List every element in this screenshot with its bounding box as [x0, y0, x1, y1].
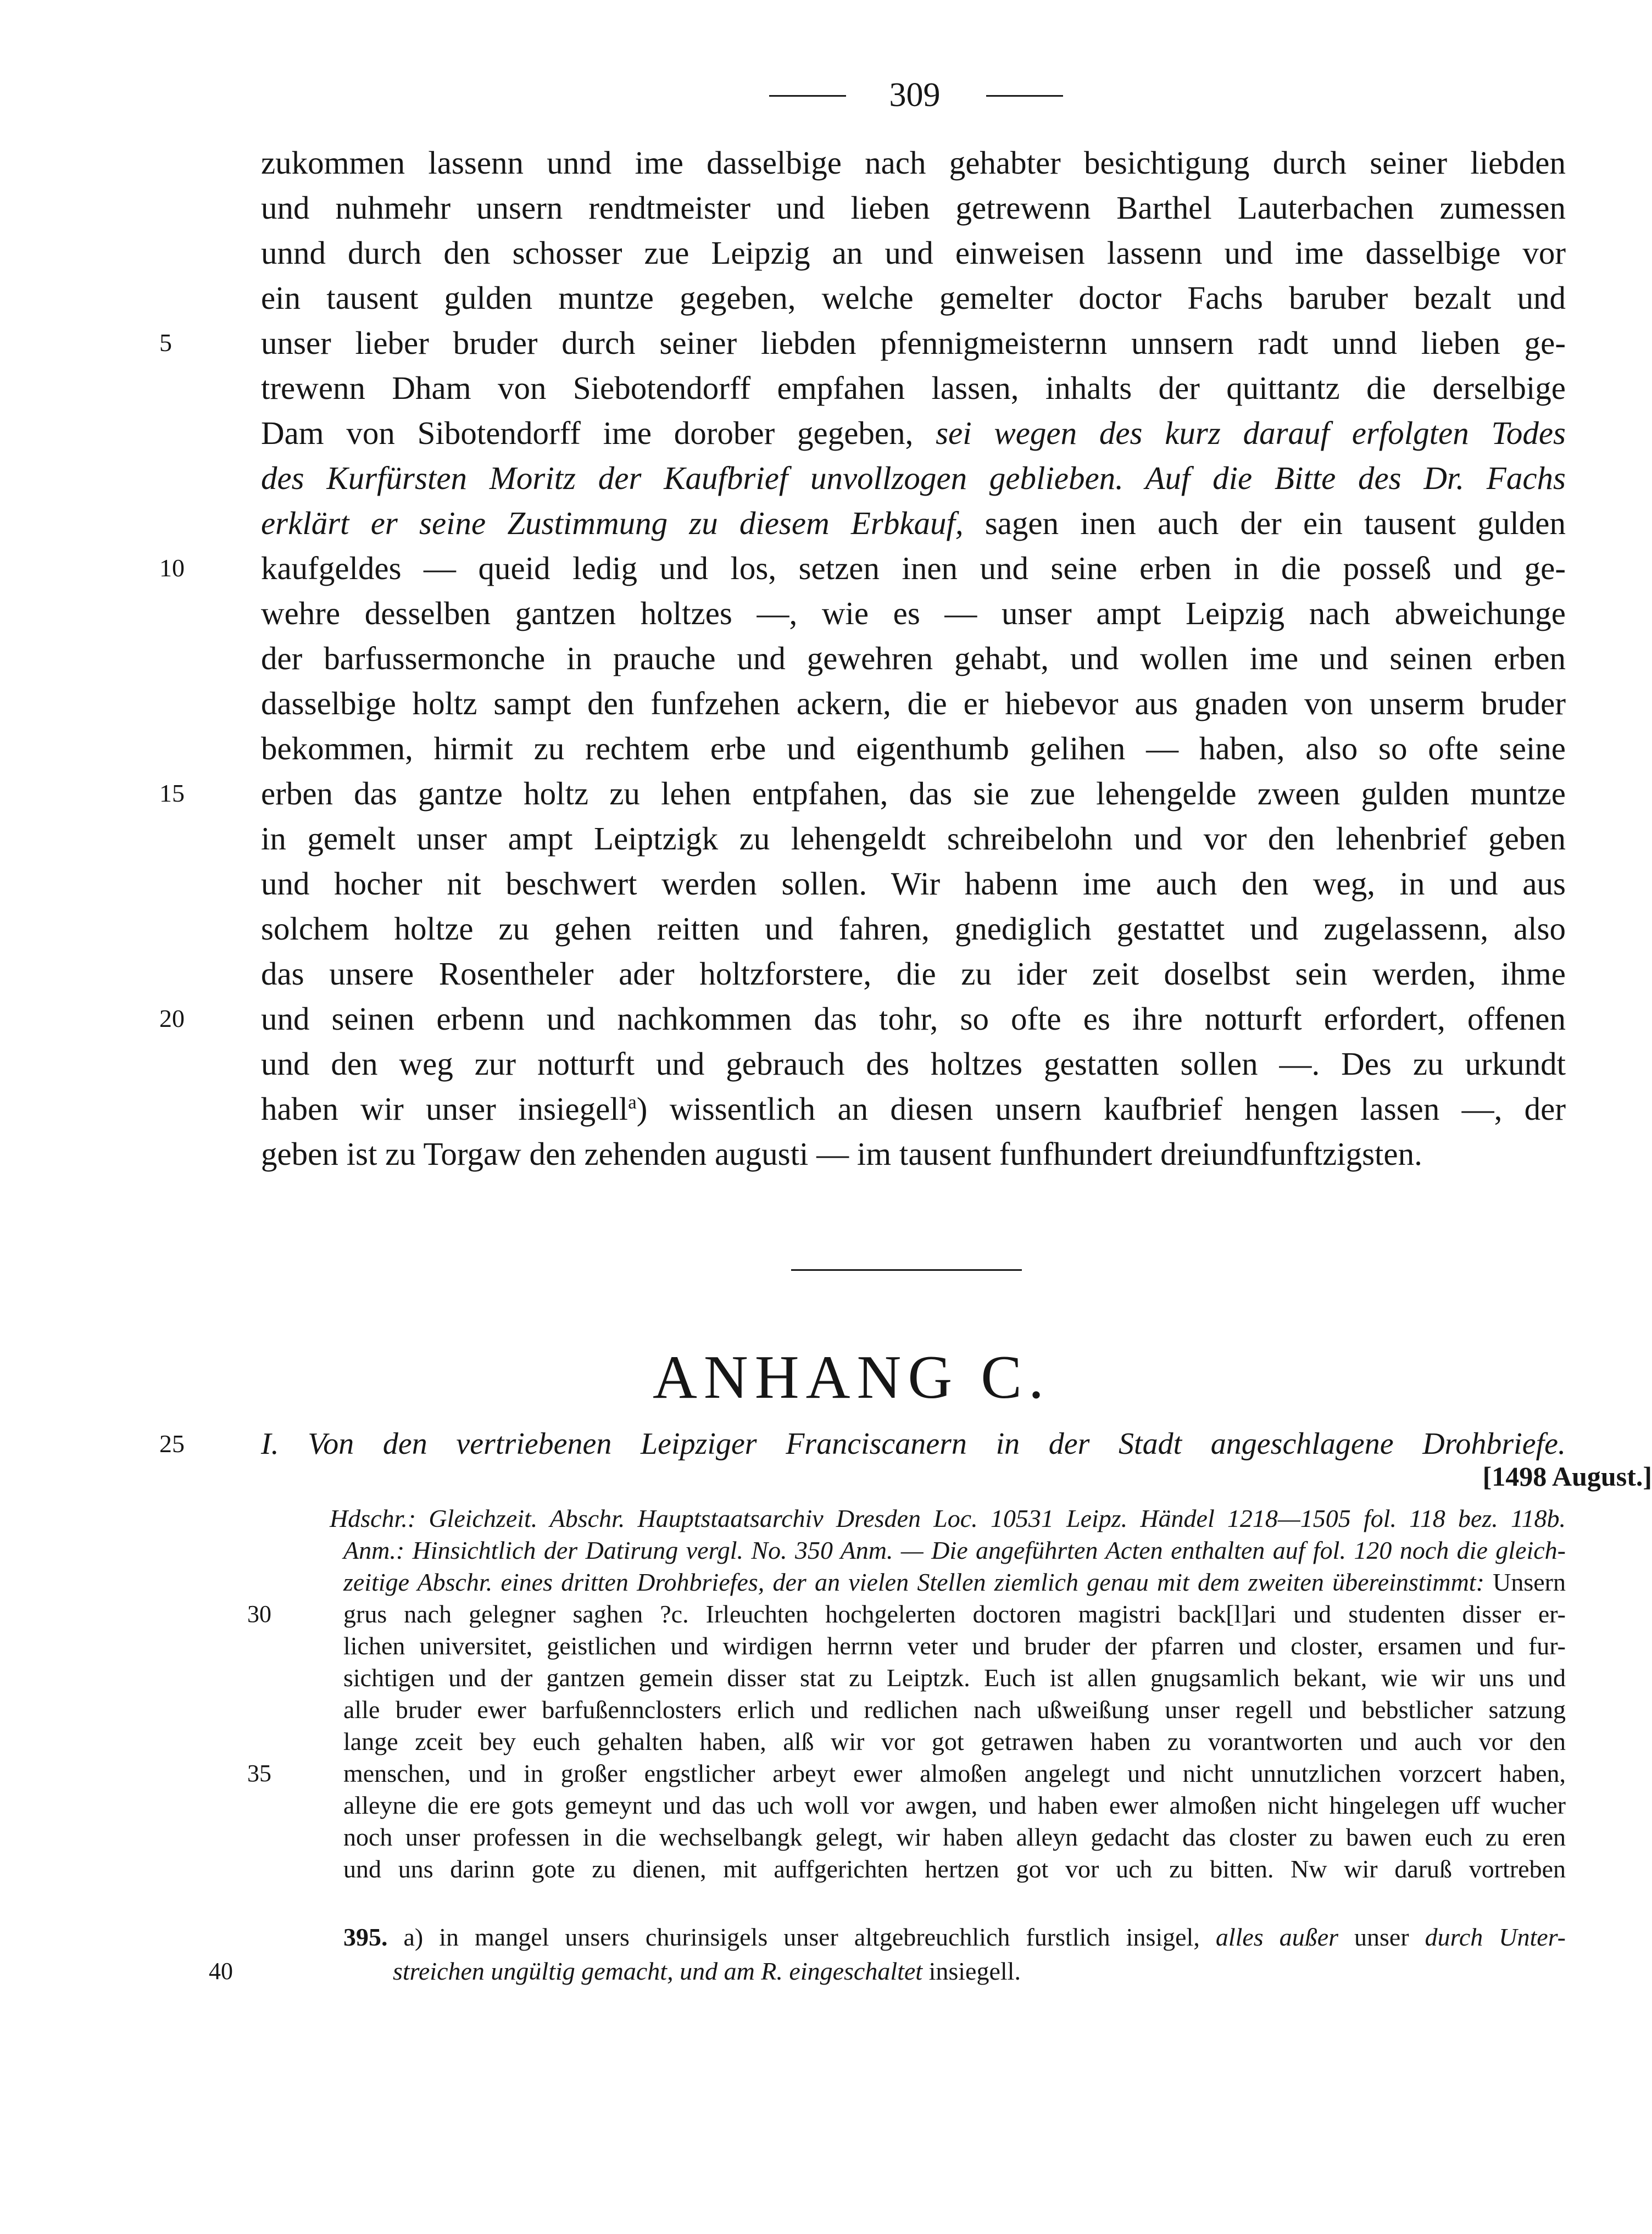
appendix-heading: ANHANG C.: [653, 1343, 1050, 1411]
text-line: [261, 365, 1566, 410]
text-line: [261, 681, 1566, 726]
text-run: bekommen, hirmit zu rechtem erbe und eigenthumb gelihen — haben, also so ofte seine: [261, 730, 1566, 766]
note-line: [330, 1566, 1566, 1598]
text-line: [159, 996, 1566, 1041]
text-line: [261, 906, 1566, 951]
note-line: [247, 1758, 1566, 1790]
text-run: Unsern: [1484, 1568, 1566, 1596]
text-line: [261, 861, 1566, 906]
text-line: [261, 410, 1566, 455]
note-line: [330, 1503, 1566, 1535]
text-line: [261, 951, 1566, 996]
note-line: [330, 1694, 1566, 1726]
footnote-line: [343, 1920, 1566, 1954]
text-run: und nuhmehr unsern rendtmeister und lieben getrewenn Barthel Lauterbachen zumessen: [261, 190, 1566, 226]
text-line: [261, 455, 1566, 501]
text-line: [261, 185, 1566, 230]
note-line: [330, 1853, 1566, 1885]
text-line: [261, 501, 1566, 546]
italic-text: durch Unter-: [1425, 1923, 1566, 1951]
line-number: 20: [159, 1004, 185, 1032]
section-title-line: [159, 1423, 1566, 1465]
text-line: [159, 546, 1566, 591]
section-date: [1498 August.]: [1482, 1461, 1652, 1492]
text-line: [261, 1086, 1566, 1131]
text-run: grus nach gelegner saghen ?c. Irleuchten hochgelerten doctoren magistri back[l]ari und studenten disser er-: [343, 1600, 1566, 1628]
text-run: und uns darinn gote zu dienen, mit auffgerichten hertzen got vor uch zu bitten. Nw wir daruß vortreben: [343, 1855, 1566, 1883]
text-run: geben ist zu Torgaw den zehenden augusti — im tausent funfhundert dreiundfunftzigsten.: [261, 1136, 1422, 1172]
line-number: 35: [247, 1760, 271, 1787]
text-line: [159, 320, 1566, 365]
text-run: sagen inen auch der ein tausent gulden: [963, 505, 1566, 541]
text-run: alle bruder ewer barfußennclosters erlich und redlichen nach ußweißung unser regell und bebstlicher satzung: [343, 1696, 1566, 1724]
text-run: und seinen erbenn und nachkommen das tohr, so ofte es ihre notturft erfordert, offenen: [261, 1001, 1566, 1037]
archival-notes: [247, 1503, 1566, 1885]
text-run: haben wir unser insiegell: [261, 1091, 628, 1127]
footnote-marker: a: [628, 1091, 637, 1113]
note-line: [330, 1821, 1566, 1853]
note-line: [330, 1630, 1566, 1662]
text-run: der barfussermonche in prauche und gewehren gehabt, und wollen ime und seinen erben: [261, 640, 1566, 676]
text-run: unnd durch den schosser zue Leipzig an und einweisen lassenn und ime dasselbige vor: [261, 235, 1566, 271]
text-run: noch unser professen in die wechselbangk gelegt, wir haben alleyn gedacht das closter zu bawen euch zu eren: [343, 1823, 1566, 1851]
line-number: 30: [247, 1601, 271, 1627]
text-line: [261, 816, 1566, 861]
note-line: [330, 1726, 1566, 1758]
text-line: [261, 591, 1566, 636]
text-run: trewenn Dham von Siebotendorff empfahen lassen, inhalts der quittantz die derselbige: [261, 370, 1566, 406]
text-run: sichtigen und der gantzen gemein disser stat zu Leiptzk. Euch ist allen gnugsamlich bekant, wie wir uns und: [343, 1664, 1566, 1692]
note-line: [247, 1598, 1566, 1630]
section-title: [159, 1423, 1566, 1465]
italic-text: des Kurfürsten Moritz der Kaufbrief unvollzogen geblieben. Auf die Bitte des Dr. Fachs: [261, 460, 1566, 496]
italic-text: alles außer: [1215, 1923, 1339, 1951]
text-run: und den weg zur notturft und gebrauch des holtzes gestatten sollen —. Des zu urkundt: [261, 1046, 1566, 1082]
text-run: ) wissentlich an diesen unsern kaufbrief hengen lassen —, der: [636, 1091, 1566, 1127]
text-run: ein tausent gulden muntze gegeben, welche gemelter doctor Fachs baruber bezalt und: [261, 280, 1566, 316]
section-divider: [791, 1269, 1022, 1271]
text-run: solchem holtze zu gehen reitten und fahren, gnediglich gestattet und zugelassenn, also: [261, 910, 1566, 947]
text-run: a) in mangel unsers churinsigels unser altgebreuchlich furstlich insigel,: [387, 1923, 1216, 1951]
footnote: [209, 1920, 1566, 1988]
note-line: [330, 1790, 1566, 1821]
text-run: in gemelt unser ampt Leiptzigk zu lehengeldt schreibelohn und vor den lehenbrief geben: [261, 820, 1566, 857]
text-run: unser lieber bruder durch seiner liebden pfennigmeisternn unnsern radt unnd lieben ge-: [261, 325, 1566, 361]
italic-text: Hdschr.: Gleichzeit. Abschr. Hauptstaatsarchiv Dresden Loc. 10531 Leipz. Händel 1218—1505 fol. 118 bez. 118b.: [330, 1504, 1566, 1532]
text-run: dasselbige holtz sampt den funfzehen ackern, die er hiebevor aus gnaden von unserm bruder: [261, 685, 1566, 721]
footnote-number: 395.: [343, 1923, 388, 1951]
text-run: insiegell.: [922, 1957, 1021, 1985]
text-run: menschen, und in großer engstlicher arbeyt ewer almoßen angelegt und nicht unnutzlichen vorzcert haben,: [343, 1759, 1566, 1787]
section-title-text: I. Von den vertriebenen Leipziger Franciscanern in der Stadt angeschlagene Drohbriefe.: [261, 1427, 1566, 1461]
main-text: [159, 140, 1566, 1176]
text-line: [261, 230, 1566, 275]
line-number: 25: [159, 1430, 185, 1458]
header-rule-left: [769, 95, 846, 97]
text-run: das unsere Rosentheler ader holtzforstere, die zu ider zeit doselbst sein werden, ihme: [261, 955, 1566, 992]
italic-text: sei wegen des kurz darauf erfolgten Todes: [936, 415, 1566, 451]
text-run: Dam von Sibotendorff ime dorober gegeben,: [261, 415, 936, 451]
text-run: lange zceit bey euch gehalten haben, alß wir vor got getrawen haben zu vorantworten und auch vor den: [343, 1727, 1566, 1755]
text-run: und hocher nit beschwert werden sollen. Wir habenn ime auch den weg, in und aus: [261, 865, 1566, 902]
running-header: [714, 70, 1099, 120]
text-line: [261, 726, 1566, 771]
text-run: unser: [1338, 1923, 1425, 1951]
note-line: [330, 1535, 1566, 1566]
line-number: 15: [159, 779, 185, 807]
footnote-line: [209, 1954, 1566, 1988]
line-number: 5: [159, 329, 172, 357]
page-number: 309: [889, 76, 941, 114]
text-run: kaufgeldes — queid ledig und los, setzen inen und seine erben in die posseß und ge-: [261, 550, 1566, 586]
text-line: [261, 636, 1566, 681]
text-run: erben das gantze holtz zu lehen entpfahen, das sie zue lehengelde zween gulden muntze: [261, 775, 1566, 812]
italic-text: zeitige Abschr. eines dritten Drohbriefes, der an vielen Stellen ziemlich genau mit dem zweiten übereinstimmt:: [343, 1568, 1484, 1596]
text-line: [261, 1041, 1566, 1086]
italic-text: erklärt er seine Zustimmung zu diesem Erbkauf,: [261, 505, 964, 541]
note-line: [330, 1662, 1566, 1694]
text-line: [159, 771, 1566, 816]
italic-text: Anm.: Hinsichtlich der Datirung vergl. No. 350 Anm. — Die angeführten Acten enthalten auf fol. 120 noch die gleich-: [343, 1536, 1566, 1564]
line-number: 40: [209, 1958, 233, 1985]
text-run: alleyne die ere gots gemeynt und das uch woll vor awgen, und haben ewer almoßen nicht hingelegen uff wucher: [343, 1791, 1566, 1819]
text-line: [261, 140, 1566, 185]
header-rule-right: [986, 95, 1063, 97]
text-run: zukommen lassenn unnd ime dasselbige nach gehabter besichtigung durch seiner liebden: [261, 145, 1566, 181]
italic-text: streichen ungültig gemacht, und am R. eingeschaltet: [393, 1957, 923, 1985]
text-line: [261, 1131, 1566, 1176]
text-line: [261, 275, 1566, 320]
line-number: 10: [159, 554, 185, 582]
text-run: wehre desselben gantzen holtzes —, wie es — unser ampt Leipzig nach abweichunge: [261, 595, 1566, 631]
text-run: lichen universitet, geistlichen und wirdigen herrnn veter und bruder der pfarren und closter, ersamen und fur-: [343, 1632, 1566, 1660]
